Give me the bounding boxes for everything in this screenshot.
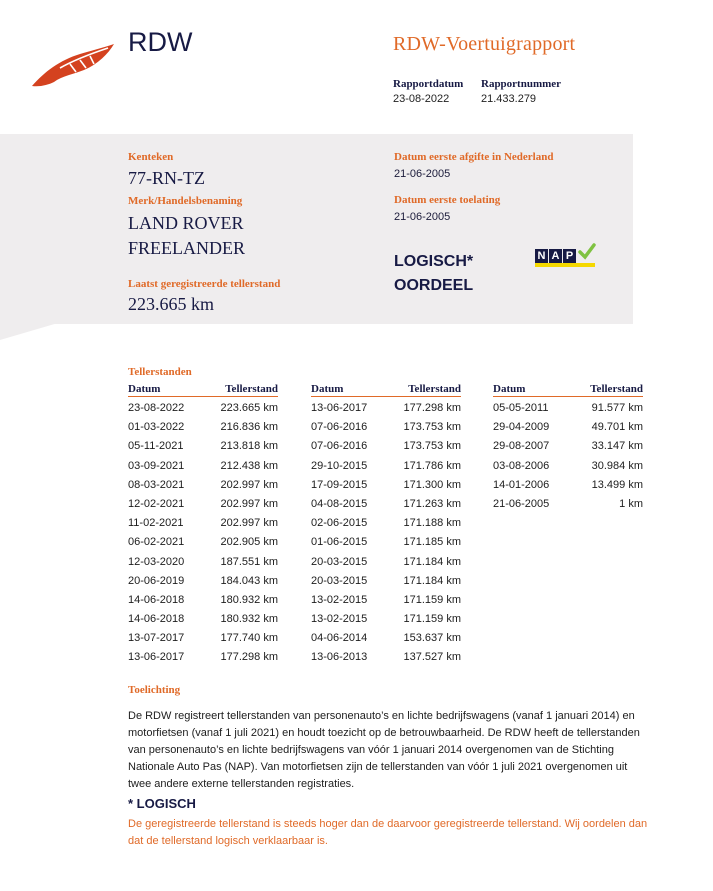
table-row: [311, 646, 461, 665]
first-admission-label: Datum eerste toelating: [394, 194, 501, 206]
readings-header: [128, 383, 278, 397]
table-row: [128, 551, 278, 570]
reading-odometer: 1 km: [619, 497, 643, 510]
table-row: [128, 435, 278, 454]
report-title: RDW-Voertuigrapport: [393, 33, 576, 55]
reading-date: 14-06-2018: [128, 593, 185, 606]
logisch-note-text: De geregistreerde tellerstand is steeds hoger dan de daarvoor geregistreerde tellerstand. Wij oordelen dan dat de tellerstand logisch verklaarbaar is.: [128, 818, 648, 847]
reading-date: 29-10-2015: [311, 459, 368, 472]
reading-odometer: 171.188 km: [403, 517, 461, 530]
table-row: [311, 551, 461, 570]
reading-odometer: 171.300 km: [403, 478, 461, 491]
brand-name: RDW: [128, 27, 193, 57]
reading-odometer: 202.905 km: [220, 536, 278, 549]
table-row: [311, 531, 461, 550]
reading-date: 03-09-2021: [128, 459, 185, 472]
reading-date: 05-05-2011: [493, 402, 549, 414]
reading-odometer: 171.159 km: [403, 593, 461, 606]
reading-date: 13-07-2017: [128, 632, 185, 645]
nap-letter: N: [535, 249, 548, 263]
reading-odometer: 173.753 km: [403, 440, 461, 453]
reading-date: 13-02-2015: [311, 593, 368, 606]
reading-date: 14-01-2006: [493, 478, 550, 491]
table-row: [493, 474, 643, 493]
reading-odometer: 180.932 km: [220, 593, 278, 606]
odometer-value: 223.665 km: [128, 294, 215, 314]
table-row: [493, 435, 643, 454]
panel-notch: [0, 318, 75, 340]
reading-date: 20-03-2015: [311, 555, 368, 568]
header-date: Datum: [128, 383, 161, 395]
table-row: [311, 627, 461, 646]
model-value: FREELANDER: [128, 238, 245, 258]
reading-date: 02-06-2015: [311, 517, 368, 530]
reading-odometer: 171.184 km: [403, 574, 461, 587]
reading-odometer: 223.665 km: [220, 402, 278, 414]
table-row: [311, 570, 461, 589]
table-row: [311, 416, 461, 435]
first-issue-nl-value: 21-06-2005: [394, 168, 451, 180]
reading-odometer: 30.984 km: [591, 459, 643, 472]
reading-odometer: 212.438 km: [220, 459, 278, 472]
readings-header: [311, 383, 461, 397]
table-row: [311, 608, 461, 627]
reading-date: 13-06-2017: [128, 651, 185, 664]
nap-logo: [535, 246, 597, 270]
table-row: [128, 455, 278, 474]
plate-value: 77-RN-TZ: [128, 168, 205, 188]
table-row: [311, 474, 461, 493]
table-row: [311, 455, 461, 474]
table-row: [311, 493, 461, 512]
reading-date: 13-06-2013: [311, 651, 368, 664]
table-row: [128, 531, 278, 550]
header-odometer: Tellerstand: [225, 383, 278, 395]
nap-letter: A: [549, 249, 562, 263]
reading-date: 04-08-2015: [311, 497, 368, 510]
reading-odometer: 171.786 km: [403, 459, 461, 472]
reading-odometer: 180.932 km: [220, 613, 278, 626]
table-row: [311, 435, 461, 454]
reading-odometer: 13.499 km: [591, 478, 643, 491]
report-number: 21.433.279: [481, 93, 537, 105]
table-row: [128, 493, 278, 512]
reading-date: 07-06-2016: [311, 421, 368, 434]
reading-date: 05-11-2021: [128, 440, 184, 453]
reading-date: 20-03-2015: [311, 574, 368, 587]
report-date-label: Rapportdatum: [393, 78, 464, 90]
table-row: [128, 627, 278, 646]
nap-letter: P: [563, 249, 576, 263]
reading-odometer: 171.185 km: [403, 536, 461, 549]
reading-date: 11-02-2021: [128, 517, 184, 530]
readings-column-3: [493, 383, 643, 512]
header-odometer: Tellerstand: [590, 383, 643, 395]
table-row: [128, 474, 278, 493]
explanation-text: De RDW registreert tellerstanden van personenauto’s en lichte bedrijfswagens (vanaf 1 januari 2014) en motorfietsen (vanaf 1 juli 2021) en houdt toezicht op de betrouwbaarheid. De RDW heeft de tellerstanden van personenauto’s en lichte bedrijfswagens van vóór 1 januari 2014 overgenomen van de Stichting Nationale Auto Pas (NAP). Van motorfietsen zijn de tellerstanden van vóór 1 juli 2021 overgenomen uit twee andere externe tellerstanden registraties.: [128, 710, 640, 790]
table-row: [493, 455, 643, 474]
readings-column-1: [128, 383, 278, 666]
reading-date: 08-03-2021: [128, 478, 185, 491]
reading-date: 29-04-2009: [493, 421, 550, 434]
table-row: [128, 512, 278, 531]
reading-date: 21-06-2005: [493, 497, 550, 510]
reading-date: 29-08-2007: [493, 440, 550, 453]
reading-odometer: 177.298 km: [403, 402, 461, 414]
make-label: Merk/Handelsbenaming: [128, 195, 243, 207]
first-admission-value: 21-06-2005: [394, 211, 451, 223]
first-issue-nl-label: Datum eerste afgifte in Nederland: [394, 151, 554, 163]
table-row: [493, 397, 643, 416]
table-row: [311, 512, 461, 531]
reading-date: 01-03-2022: [128, 421, 185, 434]
table-row: [128, 646, 278, 665]
reading-odometer: 187.551 km: [220, 555, 278, 568]
header-odometer: Tellerstand: [408, 383, 461, 395]
reading-odometer: 216.836 km: [220, 421, 278, 434]
reading-odometer: 171.184 km: [403, 555, 461, 568]
reading-date: 13-02-2015: [311, 613, 368, 626]
reading-date: 03-08-2006: [493, 459, 550, 472]
reading-odometer: 137.527 km: [403, 651, 461, 664]
logisch-note-title: * LOGISCH: [128, 796, 196, 811]
odometer-label: Laatst geregistreerde tellerstand: [128, 278, 281, 290]
explanation-title: Toelichting: [128, 684, 181, 696]
readings-title: Tellerstanden: [128, 366, 192, 378]
reading-date: 06-02-2021: [128, 536, 185, 549]
verdict: [394, 250, 473, 298]
table-row: [311, 397, 461, 416]
table-row: [311, 589, 461, 608]
reading-date: 12-02-2021: [128, 497, 185, 510]
readings-column-2: [311, 383, 461, 666]
readings-header: [493, 383, 643, 397]
reading-odometer: 171.263 km: [403, 497, 461, 510]
header-date: Datum: [311, 383, 344, 395]
table-row: [128, 570, 278, 589]
nap-underline: [535, 263, 595, 267]
reading-date: 23-08-2022: [128, 402, 185, 414]
check-icon: [578, 243, 596, 261]
report-number-label: Rapportnummer: [481, 78, 562, 90]
table-row: [493, 416, 643, 435]
reading-date: 01-06-2015: [311, 536, 368, 549]
reading-odometer: 177.740 km: [220, 632, 278, 645]
reading-odometer: 177.298 km: [220, 651, 278, 664]
verdict-line-1: LOGISCH*: [394, 253, 474, 270]
reading-date: 17-09-2015: [311, 478, 368, 491]
reading-odometer: 171.159 km: [403, 613, 461, 626]
reading-odometer: 184.043 km: [220, 574, 278, 587]
reading-odometer: 33.147 km: [591, 440, 643, 453]
reading-date: 04-06-2014: [311, 632, 368, 645]
make-value: LAND ROVER: [128, 213, 244, 233]
table-row: [128, 397, 278, 416]
report-date: 23-08-2022: [393, 93, 450, 105]
reading-date: 07-06-2016: [311, 440, 368, 453]
reading-date: 13-06-2017: [311, 402, 368, 414]
reading-odometer: 173.753 km: [403, 421, 461, 434]
reading-date: 14-06-2018: [128, 613, 185, 626]
table-row: [128, 416, 278, 435]
plate-label: Kenteken: [128, 151, 174, 163]
reading-odometer: 49.701 km: [591, 421, 643, 434]
header-date: Datum: [493, 383, 526, 395]
reading-date: 12-03-2020: [128, 555, 185, 568]
verdict-line-2: OORDEEL: [394, 277, 474, 294]
reading-odometer: 202.997 km: [220, 478, 278, 491]
reading-odometer: 153.637 km: [403, 632, 461, 645]
reading-odometer: 91.577 km: [591, 402, 643, 414]
table-row: [128, 589, 278, 608]
rdw-logo-icon: [30, 42, 116, 88]
table-row: [493, 493, 643, 512]
reading-odometer: 202.997 km: [220, 497, 278, 510]
reading-date: 20-06-2019: [128, 574, 185, 587]
reading-odometer: 202.997 km: [220, 517, 278, 530]
reading-odometer: 213.818 km: [220, 440, 278, 453]
table-row: [128, 608, 278, 627]
